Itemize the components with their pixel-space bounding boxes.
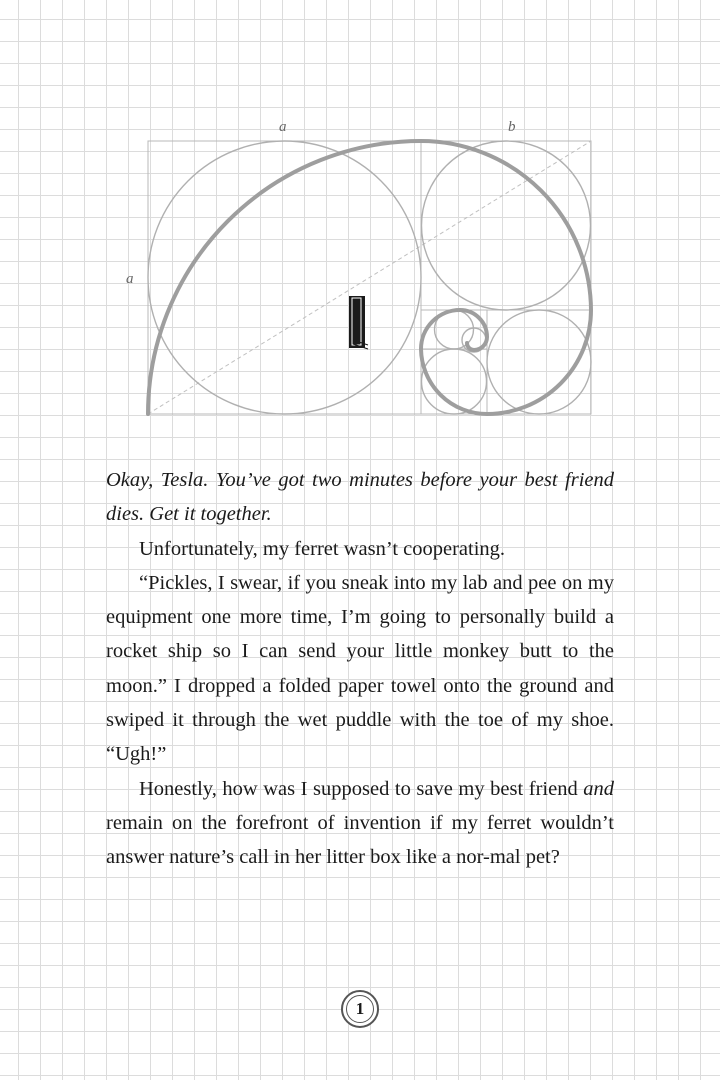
page-number: 1 [355,999,365,1018]
italic-text: Okay, Tesla. You’ve got two minutes before your best friend dies. Get it together. [106,469,614,526]
italic-text: and [583,777,614,800]
body-text [106,463,614,875]
bar-glyph-icon [349,296,368,349]
figure-label-a-side: a [126,271,134,287]
text-run: Honestly, how was I supposed to save my best friend [139,777,584,800]
paragraph [106,566,614,772]
paragraph [106,463,614,532]
figure-label-b-top: b [508,119,516,135]
text-run: remain on the forefront of invention if my ferret wouldn’t answer nature’s call in her litter box like a nor-mal pet? [106,811,614,869]
paragraph [106,772,614,875]
text-run: Unfortunately, my ferret wasn’t cooperating. [139,537,506,560]
figure-label-a-top: a [279,119,287,135]
diagonal-line [148,141,591,414]
page-number-badge [341,990,379,1028]
text-run: “Pickles, I swear, if you sneak into my lab and pee on my equipment one more time, I’m going to personally build a rocket ship so I can send your little monkey butt to the moon.” I dropped a folded paper towel onto the ground and swiped it through the wet puddle with the toe of my shoe. “Ugh!” [106,571,614,766]
golden-ratio-figure [0,0,720,440]
paragraph [106,532,614,566]
